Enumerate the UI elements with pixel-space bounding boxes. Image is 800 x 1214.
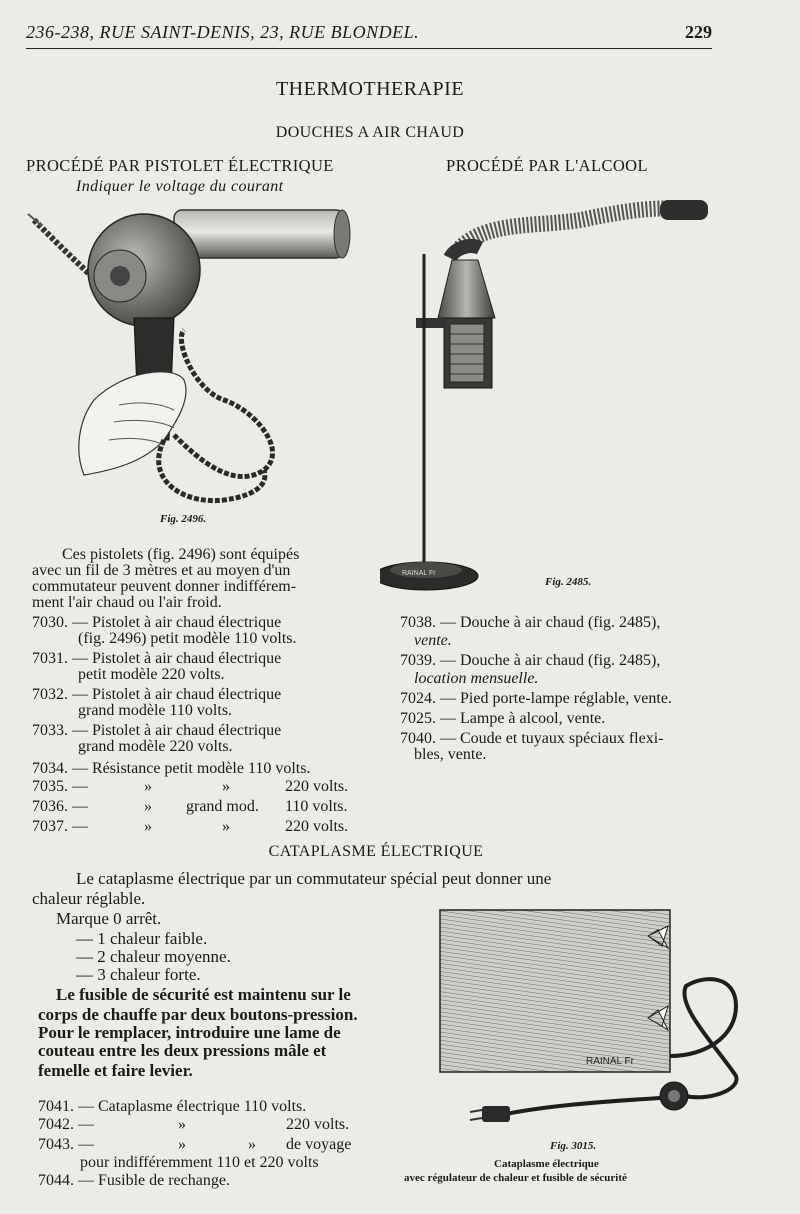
intro-line-3: commutateur peuvent donner indifférem- xyxy=(32,578,297,595)
poultice-illustration xyxy=(436,906,756,1138)
ditto-7035-b: » xyxy=(222,778,230,795)
fuse-line-5: femelle et faire levier. xyxy=(38,1061,193,1080)
ditto-7037-b: » xyxy=(222,818,230,835)
intro-line-1: Ces pistolets (fig. 2496) sont équipés xyxy=(62,546,300,563)
mark-0: Marque 0 arrêt. xyxy=(56,909,162,928)
fig-2485-caption: Fig. 2485. xyxy=(545,576,592,588)
item-7043-l2: pour indifféremment 110 et 220 volts xyxy=(80,1154,319,1171)
intro-line-4: ment l'air chaud ou l'air froid. xyxy=(32,594,222,611)
item-7030-l2: (fig. 2496) petit modèle 110 volts. xyxy=(78,630,297,647)
section-title: THERMOTHERAPIE xyxy=(275,78,465,100)
header-address: 236-238, RUE SAINT-DENIS, 23, RUE BLONDEL. xyxy=(26,22,420,42)
fig-2496-caption: Fig. 2496. xyxy=(160,513,207,525)
page-header xyxy=(26,22,712,49)
mark-3: — 3 chaleur forte. xyxy=(76,965,201,984)
item-7039-l1: 7039. — Douche à air chaud (fig. 2485), xyxy=(400,652,661,669)
cataplasme-intro-l1: Le cataplasme électrique par un commutateur spécial peut donner une xyxy=(76,869,552,888)
item-7024: 7024. — Pied porte-lampe réglable, vente. xyxy=(400,690,672,707)
ditto-7036-a: » xyxy=(144,798,152,815)
stand-label: RAINAL Fr xyxy=(402,570,436,577)
item-7038-l2: vente. xyxy=(414,632,452,649)
fuse-line-2: corps de chauffe par deux boutons-pression. xyxy=(38,1005,358,1024)
item-7033-l1: 7033. — Pistolet à air chaud électrique xyxy=(32,722,282,739)
fuse-line-4: couteau entre les deux pressions mâle et xyxy=(38,1041,327,1060)
item-7032-l2: grand modèle 110 volts. xyxy=(78,702,233,719)
ditto-7037-a: » xyxy=(144,818,152,835)
cataplasme-heading: CATAPLASME ÉLECTRIQUE xyxy=(268,843,484,860)
right-heading: PROCÉDÉ PAR L'ALCOOL xyxy=(446,156,648,175)
ditto-7043-b: » xyxy=(248,1136,256,1153)
item-7033-l2: grand modèle 220 volts. xyxy=(78,738,233,755)
item-7034: 7034. — Résistance petit modèle 110 volts. xyxy=(32,760,311,777)
hair-dryer-illustration xyxy=(24,200,354,510)
page-number: 229 xyxy=(685,22,712,42)
mark-1: — 1 chaleur faible. xyxy=(76,929,208,948)
subtitle: DOUCHES A AIR CHAUD xyxy=(275,124,465,141)
intro-line-2: avec un fil de 3 mètres et au moyen d'un xyxy=(32,562,291,579)
left-note: Indiquer le voltage du courant xyxy=(76,178,284,195)
fuse-line-1: Le fusible de sécurité est maintenu sur le xyxy=(56,985,351,1004)
pad-label: RAINAL Fr xyxy=(586,1056,634,1067)
item-7031-l2: petit modèle 220 volts. xyxy=(78,666,225,683)
voyage-7043: de voyage xyxy=(286,1136,352,1153)
item-7031-l1: 7031. — Pistolet à air chaud électrique xyxy=(32,650,282,667)
item-7025: 7025. — Lampe à alcool, vente. xyxy=(400,710,606,727)
item-7040-l2: bles, vente. xyxy=(414,746,487,763)
fuse-line-3: Pour le remplacer, introduire une lame de xyxy=(38,1023,341,1042)
item-7040-l1: 7040. — Coude et tuyaux spéciaux flexi- xyxy=(400,730,664,747)
mark-2: — 2 chaleur moyenne. xyxy=(76,947,231,966)
volts-7042: 220 volts. xyxy=(286,1116,350,1133)
volts-7035: 220 volts. xyxy=(285,778,349,795)
ditto-7042: » xyxy=(178,1116,186,1133)
fig-3015-desc-l2: avec régulateur de chaleur et fusible de sécurité xyxy=(404,1172,627,1184)
volts-7036: 110 volts. xyxy=(285,798,348,815)
ditto-7043-a: » xyxy=(178,1136,186,1153)
volts-7037: 220 volts. xyxy=(285,818,349,835)
item-7030-l1: 7030. — Pistolet à air chaud électrique xyxy=(32,614,282,631)
fig-3015-desc-l1: Cataplasme électrique xyxy=(494,1158,599,1170)
fig-3015-caption: Fig. 3015. xyxy=(550,1140,597,1152)
left-heading: PROCÉDÉ PAR PISTOLET ÉLECTRIQUE xyxy=(26,156,334,175)
cataplasme-intro-l2: chaleur réglable. xyxy=(32,889,146,908)
item-7036: 7036. — xyxy=(32,798,88,815)
item-7039-l2: location mensuelle. xyxy=(414,670,539,687)
alcohol-douche-illustration xyxy=(380,178,720,598)
item-7032-l1: 7032. — Pistolet à air chaud électrique xyxy=(32,686,282,703)
item-7043: 7043. — xyxy=(38,1136,94,1153)
grand-mod-7036: grand mod. xyxy=(186,798,259,815)
item-7044: 7044. — Fusible de rechange. xyxy=(38,1172,230,1189)
item-7038-l1: 7038. — Douche à air chaud (fig. 2485), xyxy=(400,614,661,631)
ditto-7035-a: » xyxy=(144,778,152,795)
item-7042: 7042. — xyxy=(38,1116,94,1133)
item-7035: 7035. — xyxy=(32,778,88,795)
item-7037: 7037. — xyxy=(32,818,88,835)
item-7041: 7041. — Cataplasme électrique 110 volts. xyxy=(38,1098,307,1115)
